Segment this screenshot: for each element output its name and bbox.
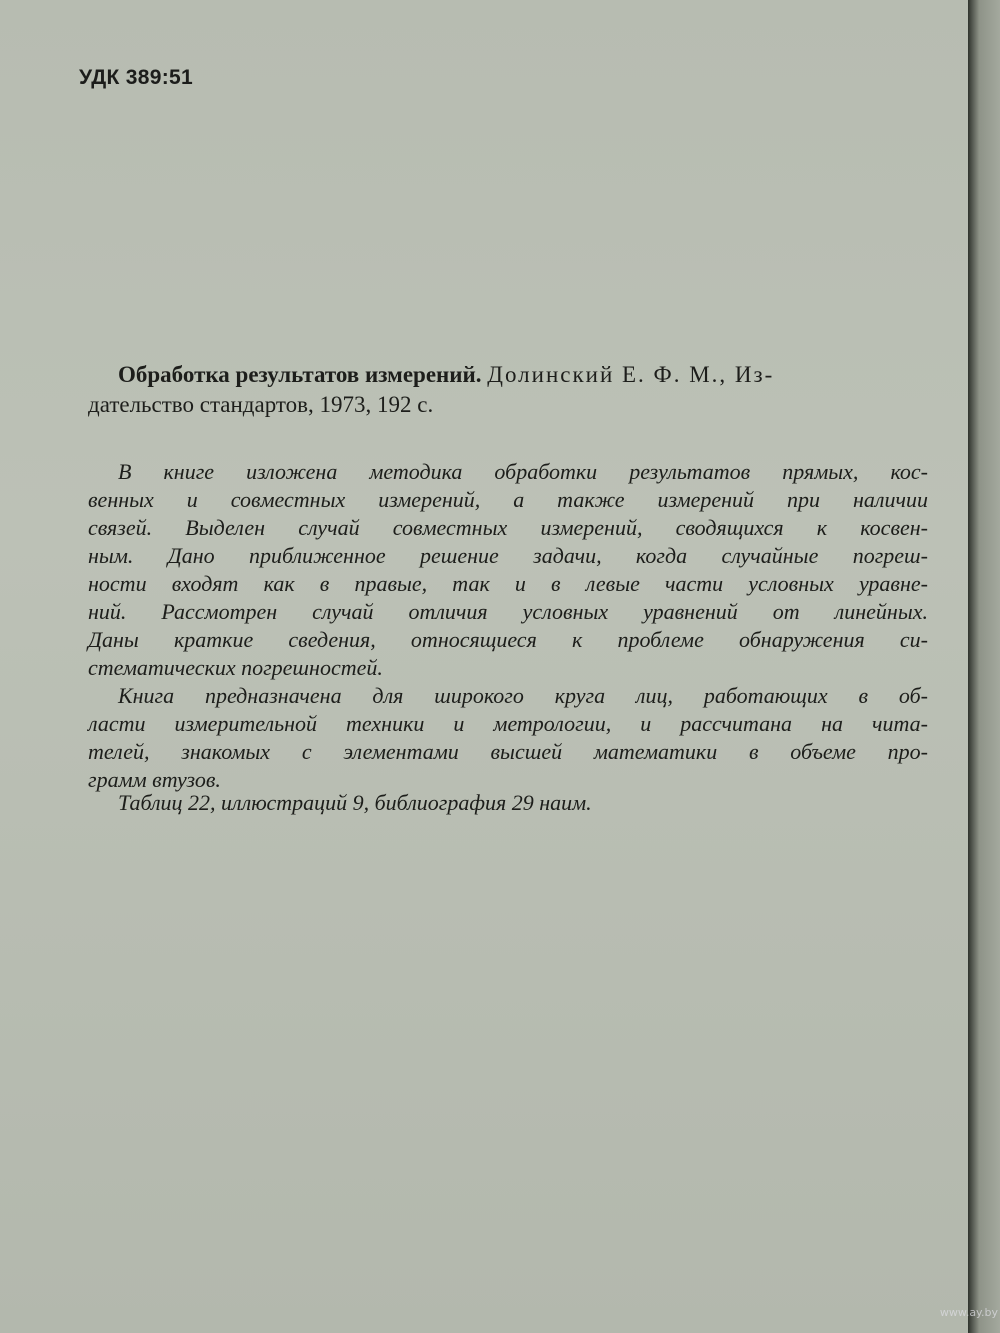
book-author: Долинский Е. Ф. М., Из-	[487, 362, 775, 387]
annotation-line: ным. Дано приближенное решение задачи, когда случайные погреш-	[88, 543, 928, 568]
annotation-line: телей, знакомых с элементами высшей математики в объеме про-	[88, 739, 928, 764]
annotation-line: ний. Рассмотрен случай отличия условных уравнений от линейных.	[88, 599, 928, 624]
book-title: Обработка результатов измерений.	[118, 362, 482, 387]
annotation	[88, 458, 928, 794]
page-edge-shadow	[968, 0, 1000, 1333]
annotation-line: ласти измерительной техники и метрологии, и рассчитана на чита-	[88, 711, 928, 736]
annotation-line: ности входят как в правые, так и в левые части условных уравне-	[88, 571, 928, 596]
annotation-line: связей. Выделен случай совместных измерений, сводящихся к косвен-	[88, 515, 928, 540]
annotation-line: Книга предназначена для широкого круга лиц, работающих в об-	[118, 683, 928, 708]
annotation-line: грамм втузов.	[88, 767, 221, 792]
annotation-paragraph-1	[88, 458, 928, 682]
annotation-paragraph-2	[88, 682, 928, 794]
udk-code: УДК 389:51	[79, 66, 193, 89]
watermark: www.ay.by	[939, 1306, 998, 1319]
bibliographic-line-2: дательство стандартов, 1973, 192 с.	[88, 392, 434, 417]
annotation-line: В книге изложена методика обработки результатов прямых, кос-	[118, 459, 928, 484]
annotation-line: венных и совместных измерений, а также измерений при наличии	[88, 487, 928, 512]
annotation-line: Даны краткие сведения, относящиеся к проблеме обнаружения си-	[88, 627, 928, 652]
annotation-line: стематических погрешностей.	[88, 655, 383, 680]
bibliographic-line-1	[88, 360, 928, 390]
tables-illustrations-note: Таблиц 22, иллюстраций 9, библиография 29 наим.	[118, 790, 592, 815]
bibliographic-record	[88, 360, 928, 420]
